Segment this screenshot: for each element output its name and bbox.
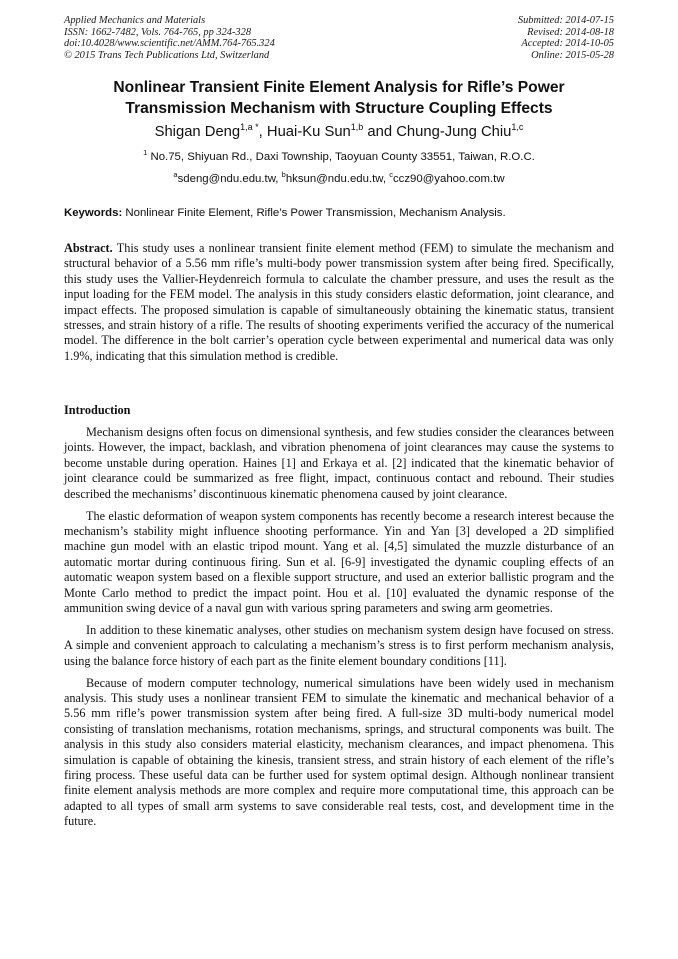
- introduction-heading: Introduction: [64, 403, 131, 417]
- intro-paragraph: Because of modern computer technology, numerical simulations have been widely used in mechanism analysis. This study uses a nonlinear transient FEM to simulate the kinematic and mechanical behavior of a 5.56 mm rifle’s power transmission system after being fired. A full-size 3D multi-body numerical model consisting of translation mechanisms, rotation mechanisms, springs, and structural components was built. The analysis in this study also considers material elasticity, mechanism clearances, and impact phenomena. This simulation is capable of obtaining the kinesis, transient stress, and strain history of each element of the rifle’s firing process. These useful data can be further used for system optimal design. Although nonlinear transient finite element analysis methods are more complex and require more computational time, this approach can be adapted to all types of small arm systems to save considerable real tests, cost, and development time in the future.: [64, 675, 614, 829]
- author-superscript: 1,b: [350, 122, 364, 132]
- author-name: Chung-Jung Chiu: [396, 124, 512, 140]
- keywords-label: Keywords:: [64, 207, 123, 219]
- email-separator: ,: [382, 173, 390, 185]
- publication-dates: [518, 15, 614, 61]
- issn-line: ISSN: 1662-7482, Vols. 764-765, pp 324-328: [64, 26, 252, 38]
- abstract-label: Abstract.: [64, 241, 113, 255]
- affiliation: [40, 150, 638, 164]
- email-link[interactable]: ccz90@yahoo.com.tw: [392, 173, 505, 185]
- submitted-date: Submitted: 2014-07-15: [517, 15, 614, 26]
- title-line-2: Transmission Mechanism with Structure Coupling Effects: [125, 99, 553, 117]
- online-date: Online: 2015-05-28: [531, 49, 614, 61]
- affiliation-address: No.75, Shiyuan Rd., Daxi Township, Taoyuan County 33551, Taiwan, R.O.C.: [150, 151, 535, 163]
- author-separator: and: [363, 124, 397, 140]
- intro-paragraph: Mechanism designs often focus on dimensional synthesis, and few studies consider the clearances between joints. However, the impact, backlash, and vibration phenomena of joint clearances may cause the systems to become unstable during operation. Haines [1] and Erkaya et al. [2] indicated that the kinematic behavior of joint clearance could be summarized as free flight, impact, continuous contact and rebound. Their studies described the mechanisms’ discontinuous kinematic phenomena caused by joint clearance.: [64, 425, 614, 501]
- affiliation-superscript: 1: [143, 148, 148, 157]
- author-superscript: 1,a *: [240, 122, 259, 132]
- author-name: Shigan Deng: [154, 124, 241, 140]
- copyright-line: © 2015 Trans Tech Publications Ltd, Switzerland: [64, 49, 270, 61]
- paper-title: [40, 78, 638, 119]
- email-superscript: c: [389, 170, 393, 179]
- author-list: [40, 123, 638, 141]
- email-separator: ,: [275, 173, 282, 185]
- journal-info: [64, 15, 275, 61]
- revised-date: Revised: 2014-08-18: [527, 26, 614, 38]
- introduction-body: [64, 425, 614, 836]
- title-line-1: Nonlinear Transient Finite Element Analysis for Rifle’s Power: [113, 79, 565, 96]
- email-superscript: a: [173, 170, 178, 179]
- intro-paragraph: In addition to these kinematic analyses, other studies on mechanism system design have focused on stress. A simple and convenient approach to calculating a mechanism’s stress is to first perform mechanism analysis, using the balance force history of each part as the finite element boundary conditions [11].: [64, 622, 614, 668]
- abstract-text: This study uses a nonlinear transient finite element method (FEM) to simulate the mechanism and structural behavior of a 5.56 mm rifle’s multi-body power transmission system after being fired. Specifically, this study uses the Vallier-Heydenreich formula to calculate the chamber pressure, and uses the result as the input loading for the FEM model. The analysis in this study considers elastic deformation, joint clearance, and impact effects. The proposed simulation is capable of simultaneously obtaining the kinematic status, transient stresses, and strain history of a rifle. The results of shooting experiments verified the accuracy of the numerical model. The difference in the bolt carrier’s operation cycle between experimental and numerical data was only 1.9%, indicating that this simulation method is credible.: [64, 241, 614, 363]
- author-name: Huai-Ku Sun: [266, 124, 351, 140]
- keywords: [64, 206, 616, 220]
- author-superscript: 1,c: [511, 122, 524, 132]
- accepted-date: Accepted: 2014-10-05: [521, 38, 614, 50]
- journal-name: Applied Mechanics and Materials: [64, 15, 206, 26]
- author-emails: [40, 172, 638, 186]
- abstract: [64, 241, 614, 364]
- email-superscript: b: [281, 170, 286, 179]
- keywords-text: Nonlinear Finite Element, Rifle’s Power Transmission, Mechanism Analysis.: [125, 207, 506, 219]
- intro-paragraph: The elastic deformation of weapon system components has recently become a research interest because the mechanism’s stability might influence shooting performance. Yin and Yan [3] developed a 2D simplified machine gun model with an elastic tripod mount. Yang et al. [4,5] simulated the muzzle disturbance of an automatic mortar during continuous firing. Sun et al. [6-9] investigated the dynamic coupling effects of an automatic weapon system based on a flexible support structure, and used an exterior ballistic program and the Monte Carlo method to predict the impact point. Hou et al. [10] evaluated the dynamic response of the ammunition swing device of a naval gun with various spring parameters and swing arm geometries.: [64, 508, 614, 615]
- author-separator: ,: [258, 124, 267, 140]
- doi-line[interactable]: doi:10.4028/www.scientific.net/AMM.764-765.324: [64, 38, 275, 50]
- email-link[interactable]: sdeng@ndu.edu.tw: [177, 173, 276, 185]
- email-link[interactable]: hksun@ndu.edu.tw: [285, 173, 383, 185]
